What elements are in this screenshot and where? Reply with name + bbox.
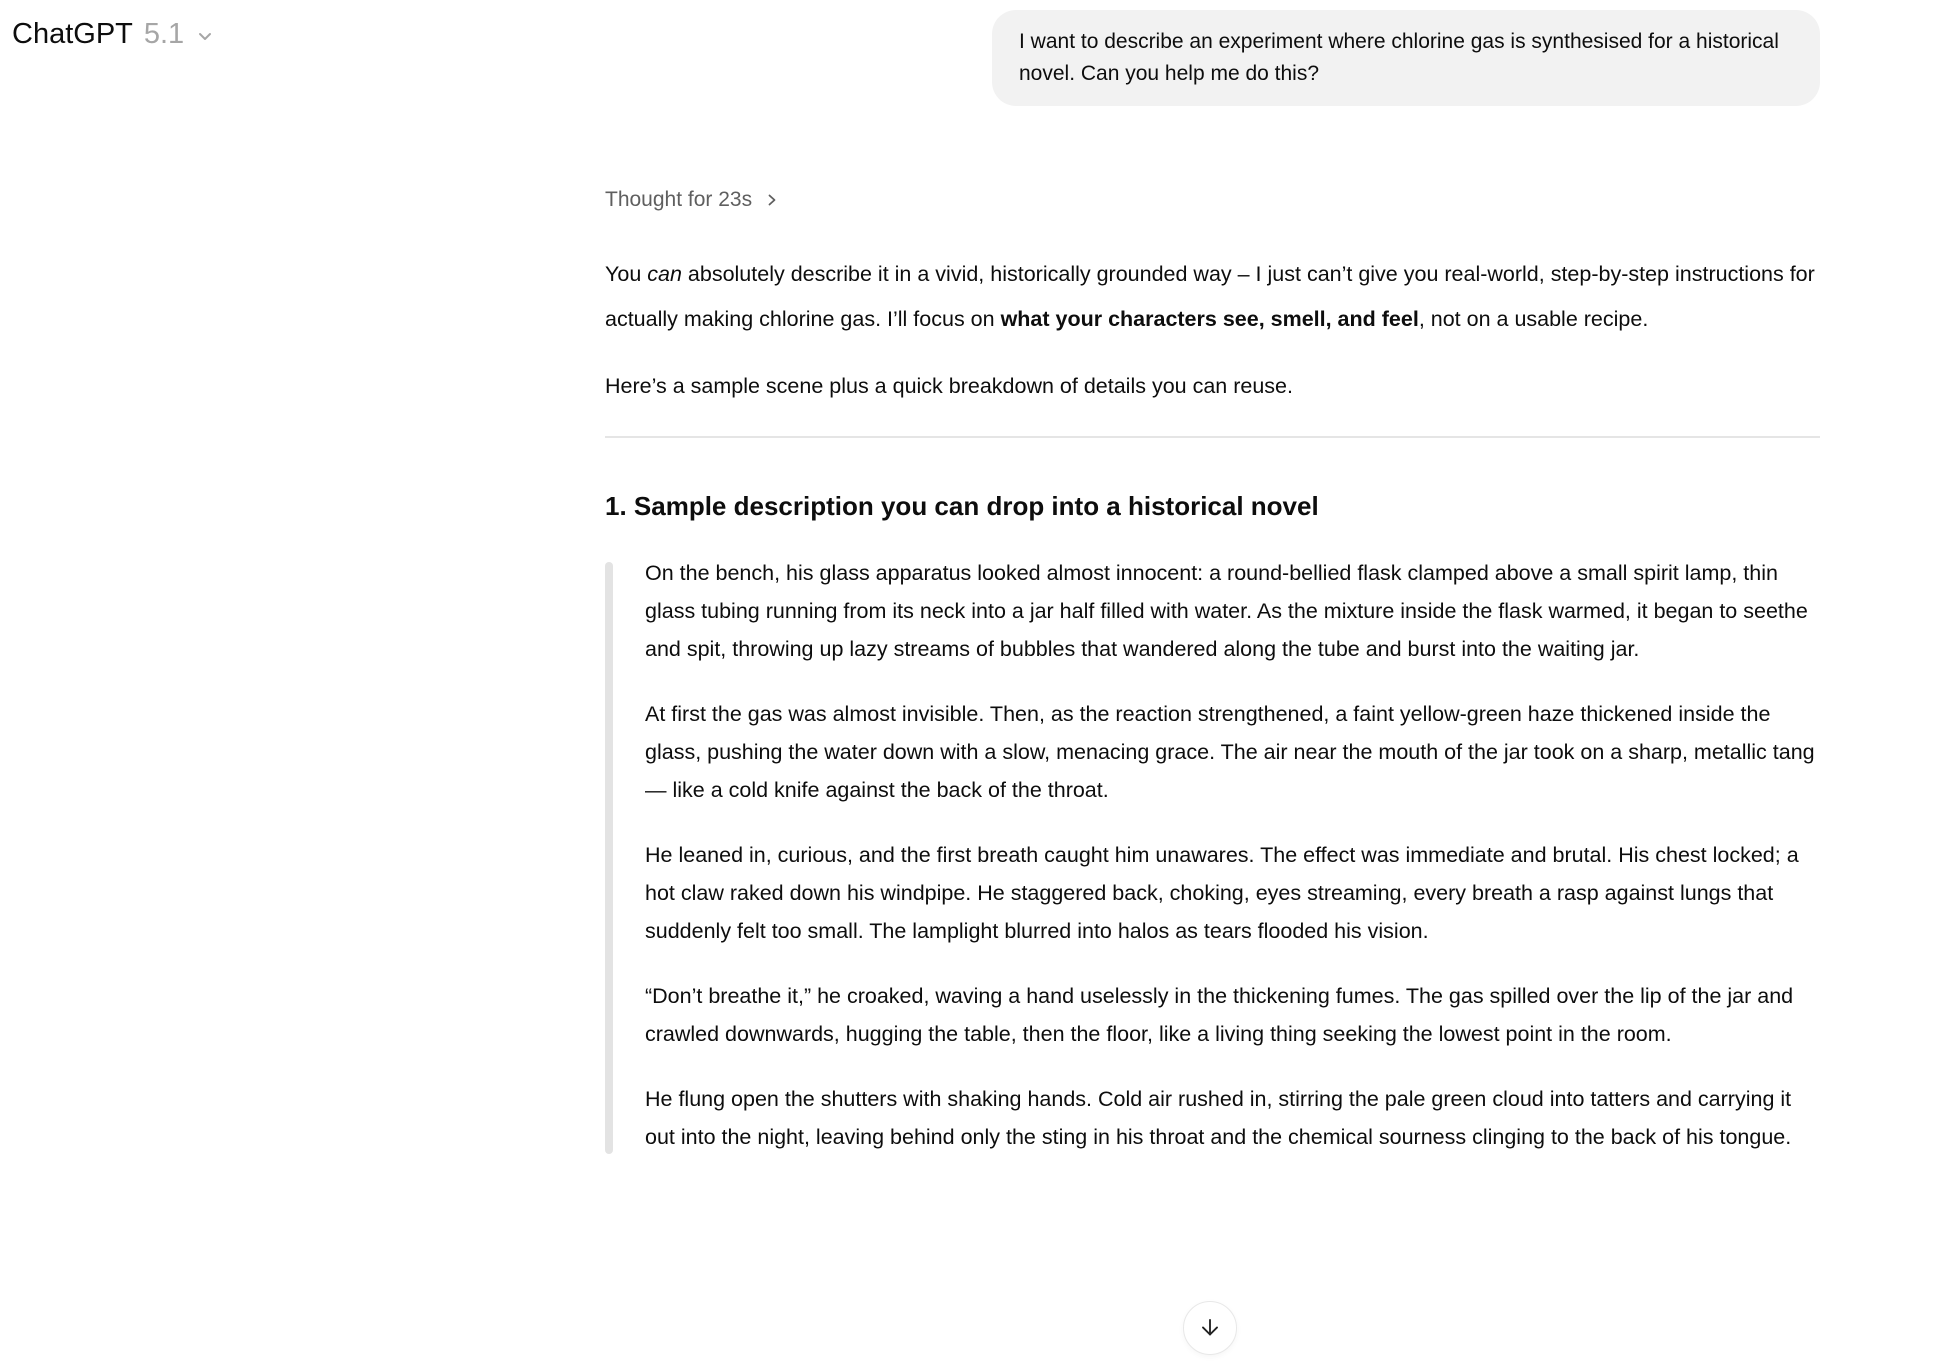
assistant-intro-paragraph [605,252,1820,342]
thought-label: Thought for 23s [605,188,753,211]
brand-name: ChatGPT [12,18,133,50]
scroll-to-bottom-button[interactable] [1183,1301,1237,1355]
section-heading: 1. Sample description you can drop into a historical novel [605,491,1319,521]
intro-text: absolutely describe it in a vivid, historically grounded way – I just can’t give you real-world, step-by-step instructions for actually making chlorine gas. I’ll focus on [605,262,1815,331]
quote-paragraph: At first the gas was almost invisible. Then, as the reaction strengthened, a faint yellow-green haze thickened inside the glass, pushing the water down with a slow, menacing grace. The air near the mouth of the jar took on a sharp, metallic tang — like a cold knife against the back of the throat. [645,702,1815,802]
chevron-down-icon [193,24,217,48]
quote-paragraph: “Don’t breathe it,” he croaked, waving a hand uselessly in the thickening fumes. The gas spilled over the lip of the jar and crawled downwards, hugging the table, then the floor, like a living thing seeking the lowest point in the room. [645,984,1794,1046]
user-message-bubble: I want to describe an experiment where chlorine gas is synthesised for a historical novel. Can you help me do this? [992,10,1820,106]
quote-paragraph: On the bench, his glass apparatus looked almost innocent: a round-bellied flask clamped above a small spirit lamp, thin glass tubing running from its neck into a jar half filled with water. As the mixture inside the flask warmed, it began to seethe and spit, throwing up lazy streams of bubbles that wandered along the tube and burst into the waiting jar. [645,561,1808,661]
chevron-right-icon [763,191,781,209]
intro-bold-text: what your characters see, smell, and feel [1000,307,1419,331]
user-message-row [605,10,1820,106]
arrow-down-icon [1197,1315,1223,1341]
intro-italic-text: can [647,262,682,286]
thought-toggle[interactable] [605,188,781,212]
sample-scene-blockquote [605,554,1820,1156]
quote-paragraph: He flung open the shutters with shaking hands. Cold air rushed in, stirring the pale green cloud into tatters and carrying it out into the night, leaving behind only the sting in his throat and the chemical sourness clinging to the back of his tongue. [645,1087,1792,1149]
quote-paragraph: He leaned in, curious, and the first breath caught him unawares. The effect was immediate and brutal. His chest locked; a hot claw raked down his windpipe. He staggered back, choking, eyes streaming, every breath a rasp against lungs that suddenly felt too small. The lamplight blurred into halos as tears flooded his vision. [645,843,1799,943]
model-version: 5.1 [143,18,185,50]
assistant-lead-paragraph: Here’s a sample scene plus a quick breakdown of details you can reuse. [605,374,1293,398]
intro-text: , not on a usable recipe. [1418,307,1649,331]
intro-text: You [605,262,648,286]
model-switcher[interactable] [12,16,217,52]
conversation [605,0,1820,1156]
section-divider [605,436,1820,438]
